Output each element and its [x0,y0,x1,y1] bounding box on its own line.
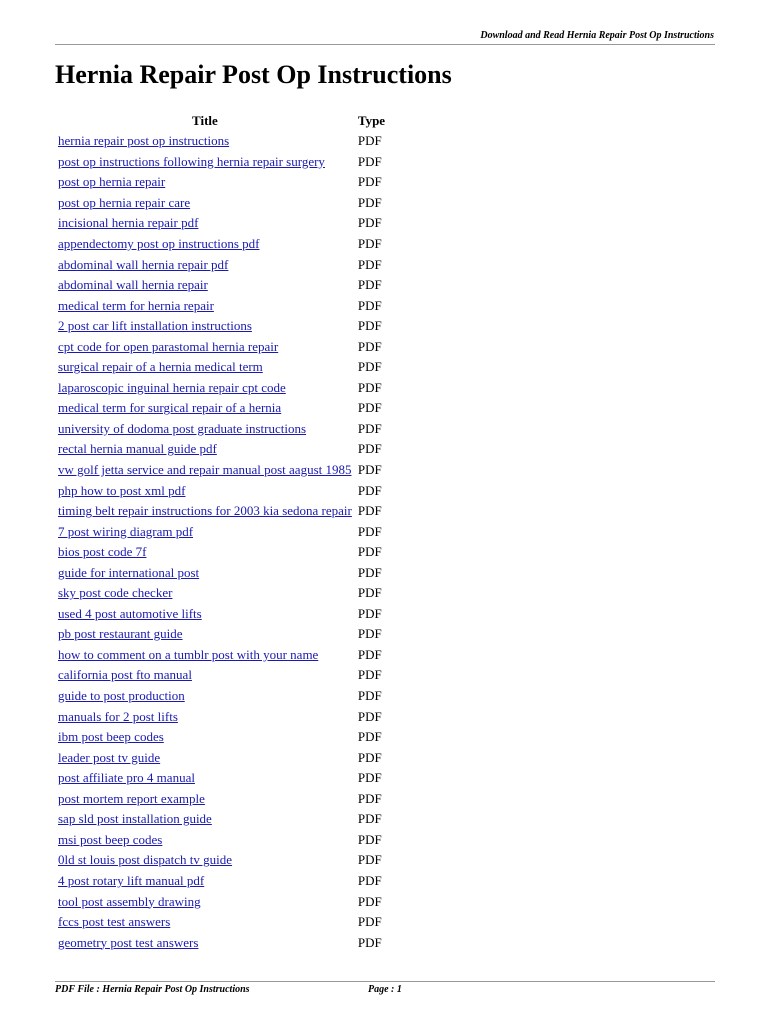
type-cell: PDF [357,852,382,868]
footer-file-label: PDF File : Hernia Repair Post Op Instructions [55,984,250,995]
document-link[interactable]: tool post assembly drawing [58,893,201,909]
title-cell [55,809,355,830]
title-cell [55,357,355,378]
title-cell [55,398,355,419]
type-cell: PDF [357,523,382,539]
title-cell [55,336,355,357]
type-cell: PDF [357,790,382,806]
type-cell: PDF [357,359,382,375]
title-cell [55,378,355,399]
title-cell [55,932,355,953]
document-link[interactable]: manuals for 2 post lifts [58,708,178,724]
title-cell [55,419,355,440]
document-link[interactable]: guide for international post [58,564,200,580]
title-cell [55,460,355,481]
table-row [55,336,388,357]
title-cell [55,152,355,173]
table-row [55,891,388,912]
footer-page-number: Page : 1 [368,984,402,995]
type-cell: PDF [357,770,382,786]
type-cell: PDF [357,934,382,950]
table-row [55,152,388,173]
document-link[interactable]: leader post tv guide [58,749,161,765]
document-link[interactable]: medical term for surgical repair of a hernia [58,400,282,416]
table-row [55,624,388,645]
table-row [55,768,388,789]
table-row [55,131,388,152]
title-cell [55,275,355,296]
title-cell [55,193,355,214]
title-cell [55,295,355,316]
title-cell [55,850,355,871]
table-row [55,213,388,234]
type-cell: PDF [357,379,382,395]
header-divider [55,44,715,45]
table-row [55,789,388,810]
type-cell: PDF [357,482,382,498]
table-row [55,275,388,296]
table-row [55,809,388,830]
document-link[interactable]: post op hernia repair care [58,194,191,210]
title-cell [55,789,355,810]
type-cell: PDF [357,236,382,251]
table-row [55,747,388,768]
type-cell: PDF [357,297,382,313]
table-row [55,521,388,542]
column-header-title: Title [192,112,218,128]
type-cell: PDF [357,420,382,436]
table-row [55,871,388,892]
title-cell [55,912,355,933]
type-cell: PDF [357,872,382,888]
footer-divider [55,981,715,982]
document-link[interactable]: abdominal wall hernia repair [58,277,208,293]
table-row [55,460,388,481]
table-row [55,850,388,871]
table-row [55,562,388,583]
type-cell: PDF [357,194,382,210]
title-cell [55,727,355,748]
table-row [55,645,388,666]
title-cell [55,686,355,707]
type-cell: PDF [357,462,382,478]
type-cell: PDF [357,914,382,930]
table-row [55,583,388,604]
document-link[interactable]: appendectomy post op instructions pdf [58,236,260,251]
document-link[interactable]: post op hernia repair [58,174,166,190]
title-cell [55,747,355,768]
table-row [55,357,388,378]
table-row [55,830,388,851]
type-cell: PDF [357,400,382,416]
table-row [55,727,388,748]
type-cell: PDF [357,503,382,519]
document-link[interactable]: ibm post beep codes [58,729,164,745]
document-link[interactable]: timing belt repair instructions for 2003 kia sedona repair [58,503,352,519]
table-row [55,706,388,727]
table-row [55,193,388,214]
table-row [55,480,388,501]
title-cell [55,624,355,645]
column-header-type: Type [357,112,386,128]
table-row [55,172,388,193]
document-link[interactable]: 7 post wiring diagram pdf [58,523,194,539]
title-cell [55,768,355,789]
title-cell [55,172,355,193]
document-link[interactable]: fccs post test answers [58,914,171,930]
document-link[interactable]: used 4 post automotive lifts [58,605,202,621]
document-link[interactable]: california post fto manual [58,667,192,683]
document-link[interactable]: how to comment on a tumblr post with your name [58,646,319,662]
table-row [55,316,388,337]
document-link[interactable]: university of dodoma post graduate instructions [58,420,307,436]
title-cell [55,665,355,686]
title-cell [55,604,355,625]
document-link[interactable]: sap sld post installation guide [58,811,212,827]
type-cell: PDF [357,318,382,334]
title-cell [55,480,355,501]
type-cell: PDF [357,667,382,683]
type-cell: PDF [357,708,382,724]
table-row [55,912,388,933]
table-row [55,932,388,953]
document-link[interactable]: cpt code for open parastomal hernia repair [58,338,279,354]
table-row [55,254,388,275]
table-row [55,378,388,399]
table-row [55,398,388,419]
title-cell [55,213,355,234]
running-header: Download and Read Hernia Repair Post Op Instructions [480,30,714,41]
document-link[interactable]: sky post code checker [58,585,173,601]
type-cell: PDF [357,811,382,827]
document-link[interactable]: bios post code 7f [58,544,147,560]
document-link[interactable]: post op instructions following hernia repair surgery [58,153,325,169]
document-link[interactable]: incisional hernia repair pdf [58,215,199,231]
title-cell [55,645,355,666]
document-link[interactable]: post mortem report example [58,790,205,806]
table-row [55,686,388,707]
table-row [55,542,388,563]
title-cell [55,131,355,152]
type-cell: PDF [357,277,382,293]
type-cell: PDF [357,256,382,272]
title-cell [55,542,355,563]
document-link[interactable]: 0ld st louis post dispatch tv guide [58,852,233,868]
document-link[interactable]: 2 post car lift installation instructions [58,318,252,334]
table-header-row [55,110,388,131]
title-cell [55,891,355,912]
title-cell [55,254,355,275]
table-row [55,501,388,522]
page-title: Hernia Repair Post Op Instructions [55,60,452,89]
type-cell: PDF [357,893,382,909]
type-cell: PDF [357,338,382,354]
type-cell: PDF [357,626,382,642]
document-link[interactable]: 4 post rotary lift manual pdf [58,872,205,888]
title-cell [55,316,355,337]
table-row [55,439,388,460]
document-link[interactable]: php how to post xml pdf [58,482,186,498]
type-cell: PDF [357,749,382,765]
title-cell [55,583,355,604]
type-cell: PDF [357,688,382,704]
type-cell: PDF [357,441,382,457]
title-cell [55,830,355,851]
type-cell: PDF [357,215,382,231]
table-row [55,604,388,625]
type-cell: PDF [357,174,382,190]
results-table [55,110,388,953]
document-link[interactable]: hernia repair post op instructions [58,133,230,149]
title-cell [55,234,355,255]
type-cell: PDF [357,585,382,601]
type-cell: PDF [357,646,382,662]
title-cell [55,562,355,583]
document-link[interactable]: geometry post test answers [58,934,199,950]
type-cell: PDF [357,153,382,169]
title-cell [55,521,355,542]
type-cell: PDF [357,605,382,621]
title-cell [55,501,355,522]
document-link[interactable]: guide to post production [58,688,185,704]
title-cell [55,706,355,727]
type-cell: PDF [357,133,382,149]
title-cell [55,439,355,460]
type-cell: PDF [357,831,382,847]
document-link[interactable]: laparoscopic inguinal hernia repair cpt code [58,379,286,395]
document-link[interactable]: rectal hernia manual guide pdf [58,441,217,457]
table-row [55,295,388,316]
document-link[interactable]: medical term for hernia repair [58,297,214,313]
type-cell: PDF [357,564,382,580]
document-link[interactable]: pb post restaurant guide [58,626,183,642]
type-cell: PDF [357,729,382,745]
table-row [55,665,388,686]
document-link[interactable]: abdominal wall hernia repair pdf [58,256,229,272]
document-link[interactable]: msi post beep codes [58,831,163,847]
document-link[interactable]: post affiliate pro 4 manual [58,770,195,786]
type-cell: PDF [357,544,382,560]
title-cell [55,871,355,892]
document-link[interactable]: surgical repair of a hernia medical term [58,359,263,375]
document-link[interactable]: vw golf jetta service and repair manual post aagust 1985 [58,462,352,478]
table-row [55,419,388,440]
table-row [55,234,388,255]
